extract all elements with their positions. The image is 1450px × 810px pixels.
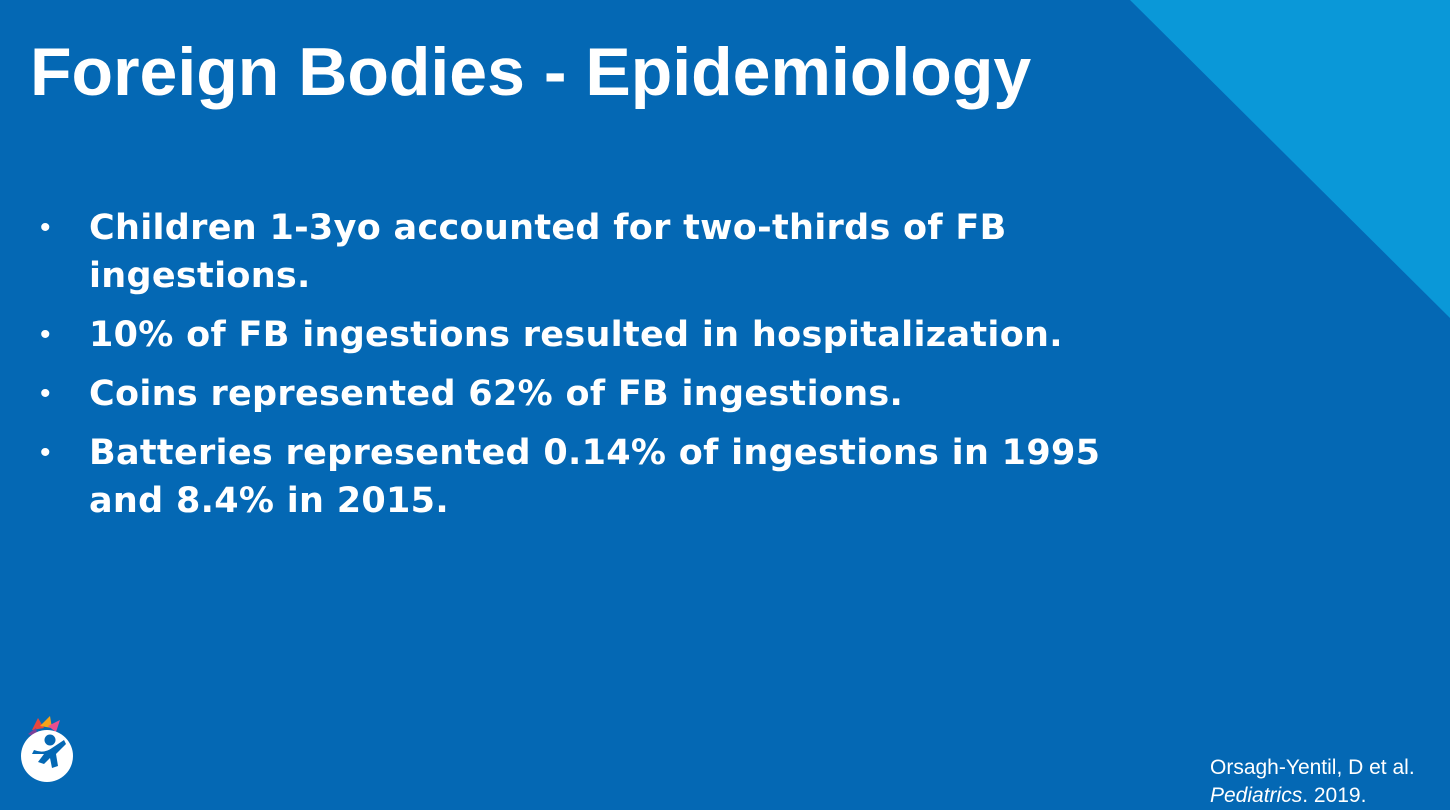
bullet-dot: • [40,436,51,469]
bullet-text: Batteries represented 0.14% of ingestions in 1995 and 8.4% in 2015. [89,433,1101,521]
bullet-text: Coins represented 62% of FB ingestions. [89,374,904,414]
citation-authors: Orsagh-Yentil, D et al. [1210,756,1415,779]
citation-year: . 2019. [1302,784,1367,807]
bullet-list [40,204,1150,536]
citation [1210,754,1415,810]
bullet-item [40,429,1150,525]
bullet-item [40,204,1150,300]
citation-journal: Pediatrics [1210,784,1303,807]
slide-title: Foreign Bodies - Epidemiology [30,34,1032,110]
bullet-text: 10% of FB ingestions resulted in hospitalization. [89,315,1063,355]
bullet-dot: • [40,211,51,244]
bullet-item [40,311,1150,359]
bullet-dot: • [40,318,51,351]
bullet-text: Children 1-3yo accounted for two-thirds of FB ingestions. [89,208,1007,296]
bullet-dot: • [40,377,51,410]
citation-source [1210,782,1415,810]
child-figure-logo-icon [14,714,80,784]
bullet-item [40,370,1150,418]
